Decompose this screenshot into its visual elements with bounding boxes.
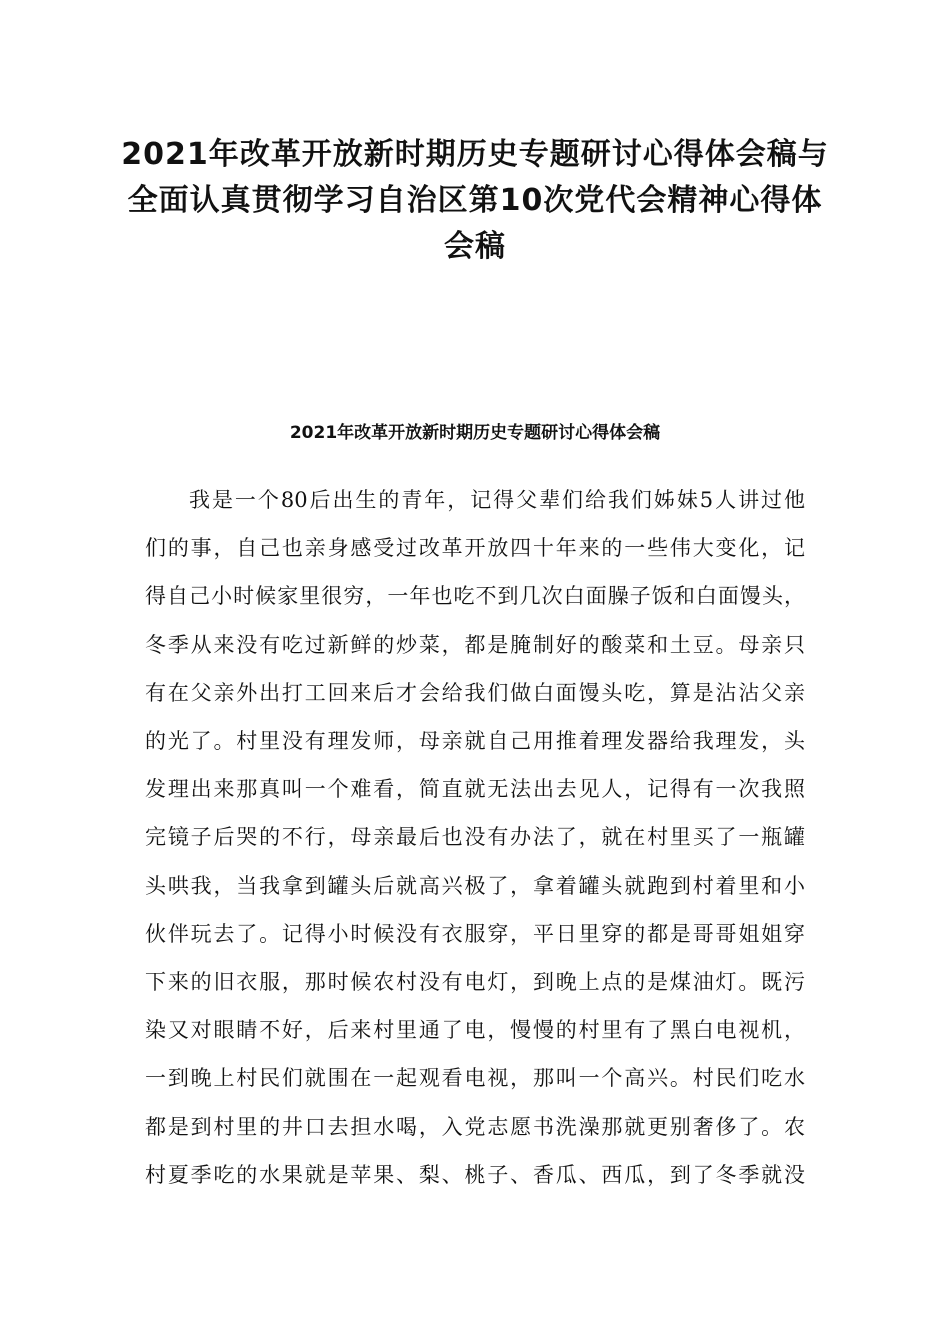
body-paragraph: [145, 476, 805, 1199]
paragraph-line: 们的事，自己也亲身感受过改革开放四十年来的一些伟大变化，记: [145, 536, 805, 561]
paragraph-line: 一到晚上村民们就围在一起观看电视，那叫一个高兴。村民们吃水: [145, 1066, 805, 1091]
document-title-line: 全面认真贯彻学习自治区第10次党代会精神心得体: [127, 183, 823, 218]
document-title: [120, 132, 830, 270]
paragraph-line: 冬季从来没有吃过新鲜的炒菜，都是腌制好的酸菜和土豆。母亲只: [145, 632, 805, 657]
paragraph-line: 发理出来那真叫一个难看，简直就无法出去见人，记得有一次我照: [145, 777, 805, 802]
paragraph-line: 有在父亲外出打工回来后才会给我们做白面馒头吃，算是沾沾父亲: [145, 680, 805, 705]
document-title-line: 会稿: [444, 229, 506, 264]
paragraph-line: 完镜子后哭的不行，母亲最后也没有办法了，就在村里买了一瓶罐: [145, 825, 805, 850]
paragraph-line: 我是一个80后出生的青年，记得父辈们给我们姊妹5人讲过他: [189, 488, 805, 512]
section-heading: 2021年改革开放新时期历史专题研讨心得体会稿: [289, 423, 661, 443]
paragraph-line: 头哄我，当我拿到罐头后就高兴极了，拿着罐头就跑到村着里和小: [145, 873, 805, 898]
document-title-line: 2021年改革开放新时期历史专题研讨心得体会稿与: [121, 137, 829, 172]
paragraph-line: 都是到村里的井口去担水喝，入党志愿书洗澡那就更别奢侈了。农: [145, 1114, 805, 1139]
paragraph-line: 得自己小时候家里很穷，一年也吃不到几次白面臊子饭和白面馒头，: [145, 584, 805, 609]
paragraph-line: 的光了。村里没有理发师，母亲就自己用推着理发器给我理发，头: [145, 729, 805, 754]
paragraph-line: 染又对眼睛不好，后来村里通了电，慢慢的村里有了黑白电视机，: [145, 1018, 805, 1043]
paragraph-line: 伙伴玩去了。记得小时候没有衣服穿，平日里穿的都是哥哥姐姐穿: [145, 921, 805, 946]
paragraph-line: 下来的旧衣服，那时候农村没有电灯，到晚上点的是煤油灯。既污: [145, 970, 805, 995]
paragraph-line: 村夏季吃的水果就是苹果、梨、桃子、香瓜、西瓜，到了冬季就没: [145, 1162, 805, 1187]
